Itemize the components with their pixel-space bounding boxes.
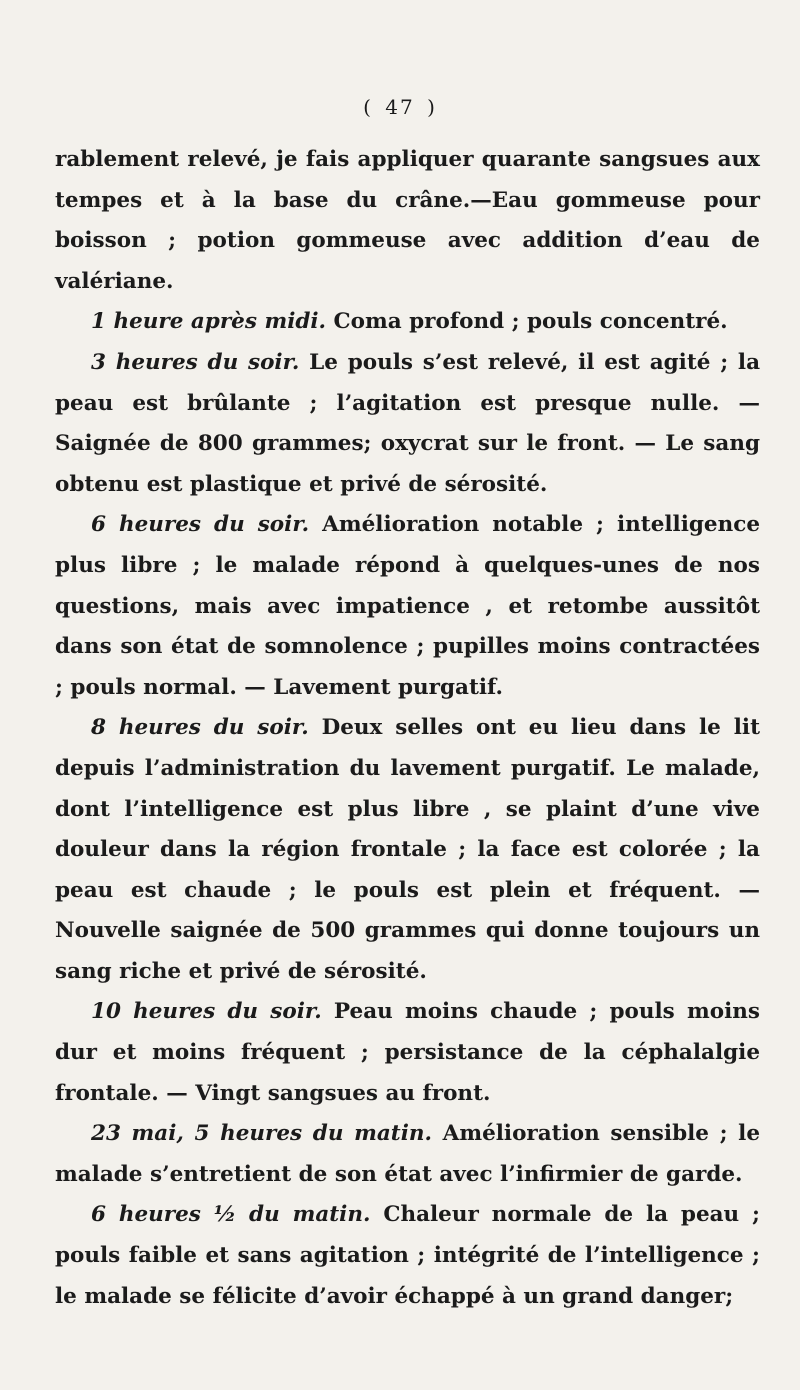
timestamp: 1 heure après midi.	[91, 309, 327, 335]
paragraph	[55, 140, 760, 302]
paragraph	[55, 992, 760, 1114]
paragraph-text: Peau moins chaude ; pouls moins dur et moins fréquent ; persistance de la céphalalgie frontale. — Vingt sangsues au front.	[55, 999, 760, 1106]
timestamp: 23 mai, 5 heures du matin.	[91, 1121, 432, 1147]
paragraph-text: Chaleur normale de la peau ; pouls faible et sans agitation ; intégrité de l’intelligence ; le malade se félicite d’avoir échappé à un grand danger;	[55, 1202, 760, 1309]
paragraph	[55, 302, 760, 343]
paragraph	[55, 708, 760, 992]
paragraph-text: Coma profond ; pouls concentré.	[326, 309, 728, 335]
timestamp: 8 heures du soir.	[91, 715, 309, 741]
paragraph-text: Le pouls s’est relevé, il est agité ; la peau est brûlante ; l’agitation est presque nulle. — Saignée de 800 grammes; oxycrat sur le front. — Le sang obtenu est plastique et privé de sérosité.	[55, 349, 760, 497]
paragraph	[55, 1114, 760, 1195]
paragraph-text: Amélioration notable ; intelligence plus libre ; le malade répond à quelques-unes de nos questions, mais avec impatience , et retombe aussitôt dans son état de somnolence ; pupilles moins contractées ; pouls normal. — Lavement purgatif.	[55, 512, 760, 700]
timestamp: 6 heures du soir.	[91, 512, 310, 538]
paragraph	[55, 343, 760, 505]
timestamp: 10 heures du soir.	[91, 999, 322, 1025]
paragraph	[55, 505, 760, 708]
timestamp: 3 heures du soir.	[91, 349, 300, 375]
page-number: ( 47 )	[363, 95, 437, 119]
paragraph-text: rablement relevé, je fais appliquer quarante sangsues aux tempes et à la base du crâne.—Eau gommeuse pour boisson ; potion gommeuse avec addition d’eau de valériane.	[55, 147, 760, 294]
paragraph	[55, 1195, 760, 1317]
timestamp: 6 heures ½ du matin.	[91, 1202, 371, 1228]
paragraph-text: Deux selles ont eu lieu dans le lit depuis l’administration du lavement purgatif. Le malade, dont l’intelligence est plus libre , se plaint d’une vive douleur dans la région frontale ; la face est colorée ; la peau est chaude ; le pouls est plein et fréquent. — Nouvelle saignée de 500 grammes qui donne toujours un sang riche et privé de sérosité.	[55, 715, 760, 984]
body-text	[55, 140, 760, 1317]
paragraph-text: Amélioration sensible ; le malade s’entretient de son état avec l’infirmier de garde.	[55, 1121, 760, 1187]
